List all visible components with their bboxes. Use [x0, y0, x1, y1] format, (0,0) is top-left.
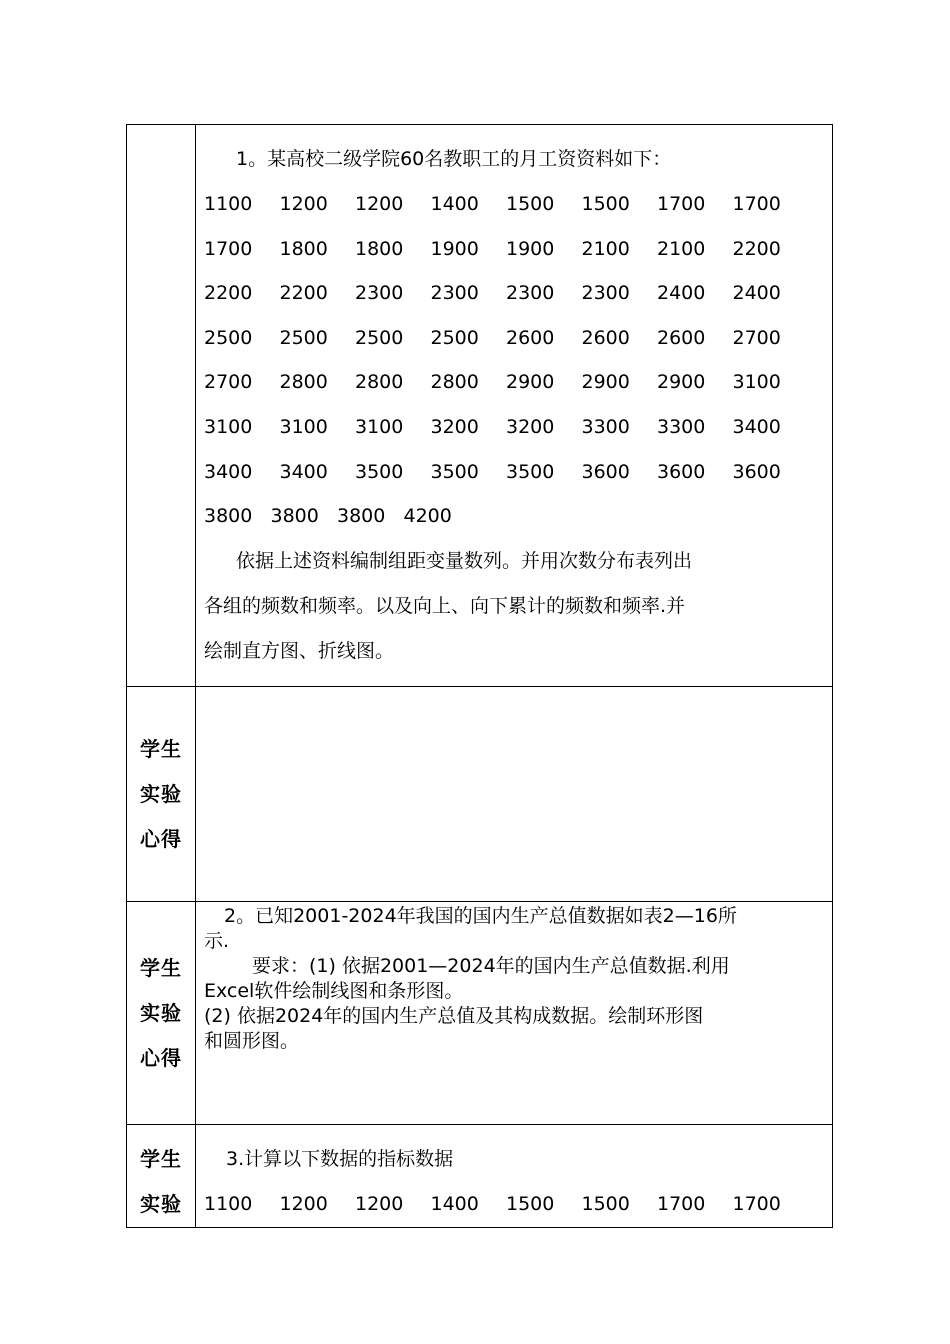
number-cell: 3100: [355, 415, 404, 438]
number-cell: 3800: [270, 505, 319, 528]
number-cell: 2800: [430, 371, 479, 394]
number-cell: 2500: [279, 326, 328, 349]
number-cell: 1800: [355, 237, 404, 260]
number-cell: 1700: [732, 1193, 781, 1215]
number-cell: 1500: [506, 1193, 555, 1215]
number-cell: 2700: [204, 371, 253, 394]
salary-last-row: [196, 494, 832, 539]
q3-number-row: [196, 1182, 832, 1227]
number-cell: 2200: [279, 282, 328, 305]
number-cell: 3600: [581, 460, 630, 483]
number-cell: 1700: [732, 193, 781, 215]
label-line-2: 实验: [140, 781, 182, 806]
number-cell: 3100: [732, 371, 781, 394]
number-cell: 3600: [732, 460, 781, 483]
experiment-table: [126, 124, 833, 1228]
number-cell: 3300: [581, 415, 630, 438]
number-cell: 1500: [581, 1193, 630, 1215]
number-cell: 3500: [430, 460, 479, 483]
number-cell: 2900: [506, 371, 555, 394]
label-line-1: 学生: [140, 955, 182, 980]
number-cell: 1500: [581, 193, 630, 215]
q2-line-3: 要求：(1) 依据2001—2024年的国内生产总值数据.利用: [252, 955, 730, 977]
number-cell: 1900: [506, 237, 555, 260]
row-question-1: [127, 125, 833, 687]
number-cell: 2500: [355, 326, 404, 349]
question-3-title: 3.计算以下数据的指标数据: [226, 1148, 454, 1170]
number-cell: 2400: [732, 282, 781, 305]
reflection-label-3: [127, 1125, 195, 1227]
number-cell: 1700: [657, 1193, 706, 1215]
number-cell: 2900: [657, 371, 706, 394]
number-cell: 2200: [732, 237, 781, 260]
number-cell: 2700: [732, 326, 781, 349]
number-cell: 2600: [581, 326, 630, 349]
number-cell: 1900: [430, 237, 479, 260]
row3-label-cell: [127, 902, 196, 1125]
number-cell: 3400: [204, 460, 253, 483]
number-cell: 3200: [506, 415, 555, 438]
row4-label-cell: [127, 1125, 196, 1228]
number-cell: 1700: [657, 193, 706, 215]
q2-line-6: 和圆形图。: [204, 1030, 300, 1052]
number-cell: 1200: [355, 193, 404, 215]
q2-line-1: 2。已知2001-2024年我国的国内生产总值数据如表2—16所: [224, 905, 737, 927]
number-cell: 2300: [355, 282, 404, 305]
instruction-line-1: 依据上述资料编制组距变量数列。并用次数分布表列出: [236, 549, 693, 572]
number-cell: 3200: [430, 415, 479, 438]
number-cell: 1200: [279, 193, 328, 215]
number-cell: 2600: [657, 326, 706, 349]
reflection-input-area[interactable]: [196, 687, 833, 902]
number-cell: 3300: [657, 415, 706, 438]
number-cell: 1800: [279, 237, 328, 260]
number-cell: 2300: [430, 282, 479, 305]
label-line-2: 实验: [140, 1000, 182, 1025]
number-cell: 2500: [430, 326, 479, 349]
row4-content-cell: [196, 1125, 833, 1228]
number-cell: 3100: [204, 415, 253, 438]
number-cell: 3400: [279, 460, 328, 483]
label-line-1: 学生: [140, 736, 182, 761]
instruction-line-3: 绘制直方图、折线图。: [204, 639, 395, 662]
row-question-3: [127, 1125, 833, 1228]
number-cell: 2300: [506, 282, 555, 305]
number-cell: 1100: [204, 1193, 253, 1215]
label-line-3: 心得: [140, 826, 182, 851]
number-cell: 3500: [506, 460, 555, 483]
number-cell: 2200: [204, 282, 253, 305]
number-cell: 2100: [657, 237, 706, 260]
row1-content-cell: [196, 125, 833, 687]
number-cell: 3400: [732, 415, 781, 438]
instruction-line-2: 各组的频数和频率。以及向上、向下累计的频数和频率.并: [204, 594, 686, 617]
number-cell: 2800: [355, 371, 404, 394]
question-1-text: 1。某高校二级学院60名教职工的月工资资料如下：: [236, 148, 672, 170]
row-question-2: [127, 902, 833, 1125]
number-cell: 3800: [204, 505, 253, 528]
reflection-label-2: [127, 946, 195, 1081]
number-cell: 2100: [581, 237, 630, 260]
row1-left-cell: [127, 125, 196, 687]
number-cell: 2900: [581, 371, 630, 394]
q2-line-4: Excel软件绘制线图和条形图。: [204, 980, 464, 1002]
label-line-1: 学生: [140, 1147, 182, 1171]
number-cell: 1500: [506, 193, 555, 215]
number-cell: 1200: [279, 1193, 328, 1215]
row3-content-cell: [196, 902, 833, 1125]
row2-label-cell: [127, 687, 196, 902]
label-line-3: 心得: [140, 1045, 182, 1070]
number-cell: 2300: [581, 282, 630, 305]
number-cell: 1400: [430, 193, 479, 215]
number-cell: 2400: [657, 282, 706, 305]
q2-line-2: 示.: [204, 930, 230, 952]
number-cell: 2800: [279, 371, 328, 394]
number-cell: 3100: [279, 415, 328, 438]
number-cell: 3500: [355, 460, 404, 483]
number-cell: 3600: [657, 460, 706, 483]
number-cell: 1700: [204, 237, 253, 260]
number-cell: 1200: [355, 1193, 404, 1215]
salary-grid: [196, 182, 832, 494]
reflection-label: [127, 727, 195, 862]
q2-line-5: (2) 依据2024年的国内生产总值及其构成数据。绘制环形图: [204, 1005, 704, 1027]
number-cell: 4200: [403, 505, 452, 528]
label-line-2: 实验: [140, 1192, 182, 1216]
number-cell: 1400: [430, 1193, 479, 1215]
number-cell: 3800: [337, 505, 386, 528]
row-reflection-1: [127, 687, 833, 902]
number-cell: 2600: [506, 326, 555, 349]
number-cell: 2500: [204, 326, 253, 349]
number-cell: 1100: [204, 193, 253, 215]
